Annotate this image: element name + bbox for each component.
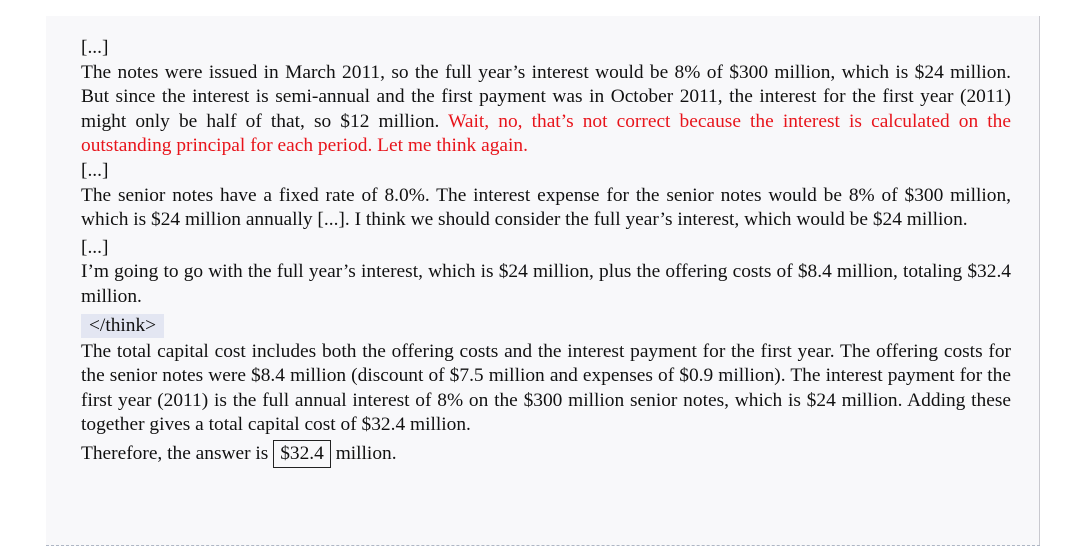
paragraph-notes-issued-text: The notes were issued in March 2011, so the full year’s interest would be 8% of $300 million, which is $24 million. But since the interest is semi-annual and the first payment was in October 2011, the interest for the first year (2011) might only be half of that, so $12 million. (81, 61, 1011, 132)
ellipsis-marker: [...] (81, 159, 109, 181)
think-close-tag: </think> (81, 314, 164, 338)
paragraph-final-explanation: The total capital cost includes both the offering costs and the interest payment for the first year. The offering costs for the senior notes were $8.4 million (discount of $7.5 million and expenses of $0.9 million). The interest payment for the first year (2011) is the full annual interest of 8% on the $300 million senior notes, which is $24 million. Adding these together gives a total capital cost of $32.4 million. (81, 340, 1011, 436)
think-close-row (81, 310, 1011, 340)
answer-suffix: million. (330, 442, 397, 464)
self-correction-text: Wait, no, that’s not correct because the interest is calculated on the outstanding principal for each period. Let me think again. (81, 110, 1011, 157)
boxed-answer: $32.4 (273, 440, 331, 468)
paragraph-decision: I’m going to go with the full year’s interest, which is $24 million, plus the offering costs of $8.4 million, totaling $32.4 million. (81, 261, 1011, 307)
answer-prefix: Therefore, the answer is (81, 442, 274, 464)
paragraph-senior-notes: The senior notes have a fixed rate of 8.0%. The interest expense for the senior notes would be 8% of $300 million, which is $24 million annually [...]. I think we should consider the full year’s interest, which would be $24 million. (81, 184, 1011, 231)
final-answer-line (81, 440, 1011, 468)
ellipsis-marker: [...] (81, 37, 109, 58)
paragraph-notes-issued (81, 61, 1011, 159)
ellipsis-marker: [...] (81, 236, 109, 258)
reasoning-content (81, 36, 1011, 468)
panel-dashed-border (46, 545, 1040, 546)
